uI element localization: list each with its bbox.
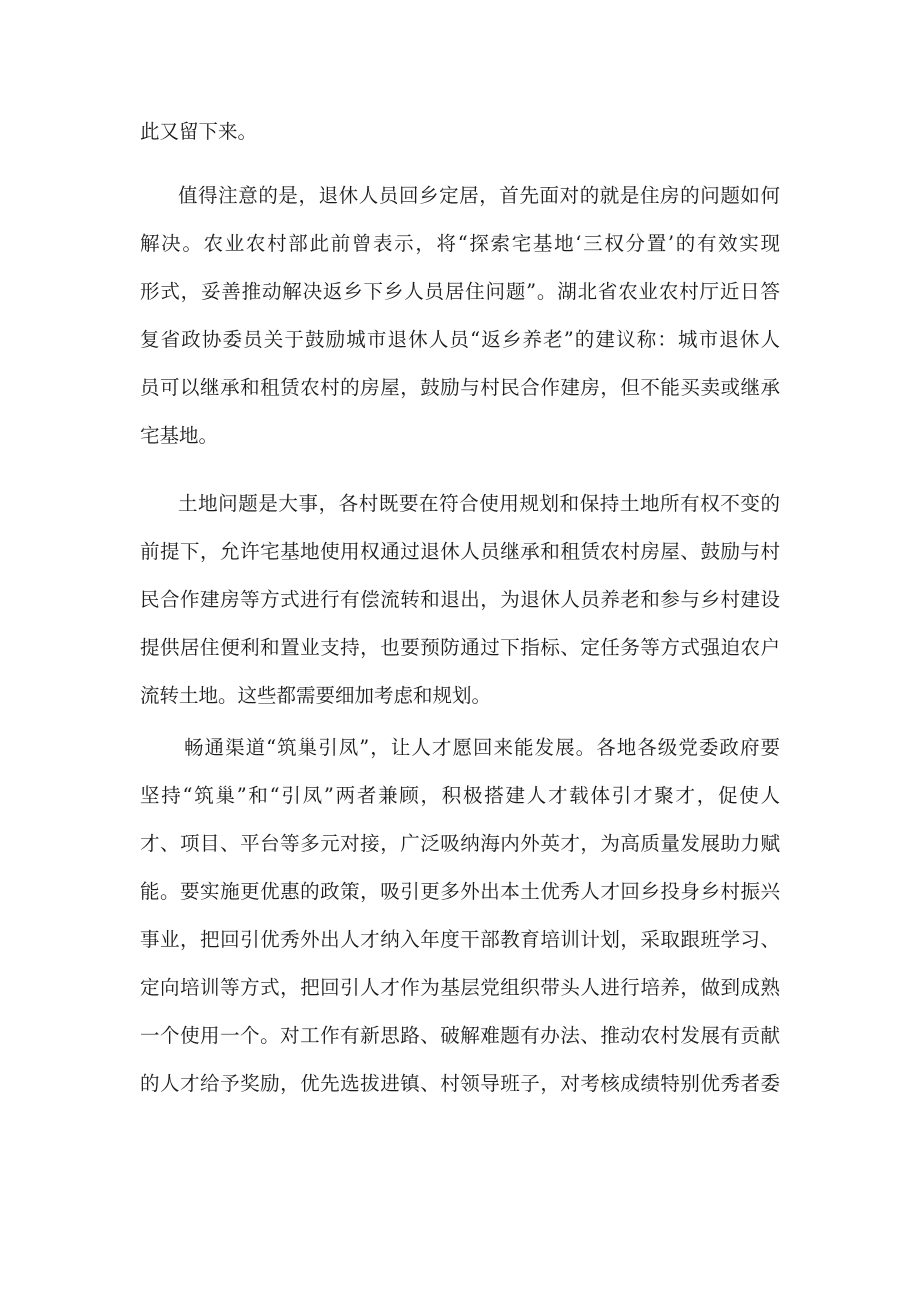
paragraph-line: 畅通渠道“筑巢引凤”，让人才愿回来能发展。各地各级党委政府要 (184, 736, 780, 759)
paragraph-line: 一个使用一个。对工作有新思路、破解难题有办法、推动农村发展有贡献 (140, 1024, 780, 1047)
paragraph-line: 前提下，允许宅基地使用权通过退休人员继承和租赁农村房屋、鼓励与村 (140, 540, 780, 563)
paragraph-line: 才、项目、平台等多元对接，广泛吸纳海内外英才，为高质量发展助力赋 (140, 832, 780, 855)
paragraph-line: 形式，妥善推动解决返乡下乡人员居住问题”。湖北省农业农村厅近日答 (140, 280, 780, 303)
paragraph-line: 能。要实施更优惠的政策，吸引更多外出本土优秀人才回乡投身乡村振兴 (140, 880, 780, 903)
paragraph-line: 复省政协委员关于鼓励城市退休人员“返乡养老”的建议称：城市退休人 (140, 328, 780, 351)
paragraph-line: 的人才给予奖励，优先选拔进镇、村领导班子，对考核成绩特别优秀者委 (140, 1072, 780, 1095)
paragraph-line: 值得注意的是，退休人员回乡定居，首先面对的就是住房的问题如何 (178, 184, 780, 207)
paragraph-line: 民合作建房等方式进行有偿流转和退出，为退休人员养老和参与乡村建设 (140, 588, 780, 611)
paragraph-line: 解决。农业农村部此前曾表示，将“探索宅基地‘三权分置’的有效实现 (140, 232, 780, 255)
paragraph-line: 土地问题是大事，各村既要在符合使用规划和保持土地所有权不变的 (178, 492, 780, 515)
paragraph-line: 员可以继承和租赁农村的房屋，鼓励与村民合作建房，但不能买卖或继承 (140, 376, 780, 399)
paragraph-line: 流转土地。这些都需要细加考虑和规划。 (140, 684, 492, 707)
paragraph-line: 此又留下来。 (140, 120, 258, 143)
paragraph-line: 事业，把回引优秀外出人才纳入年度干部教育培训计划，采取跟班学习、 (140, 928, 780, 951)
paragraph-line: 坚持“筑巢”和“引凤”两者兼顾，积极搭建人才载体引才聚才，促使人 (140, 784, 780, 807)
paragraph-line: 定向培训等方式，把回引人才作为基层党组织带头人进行培养，做到成熟 (140, 976, 780, 999)
paragraph-line: 提供居住便利和置业支持，也要预防通过下指标、定任务等方式强迫农户 (140, 636, 780, 659)
paragraph-line: 宅基地。 (140, 424, 219, 447)
